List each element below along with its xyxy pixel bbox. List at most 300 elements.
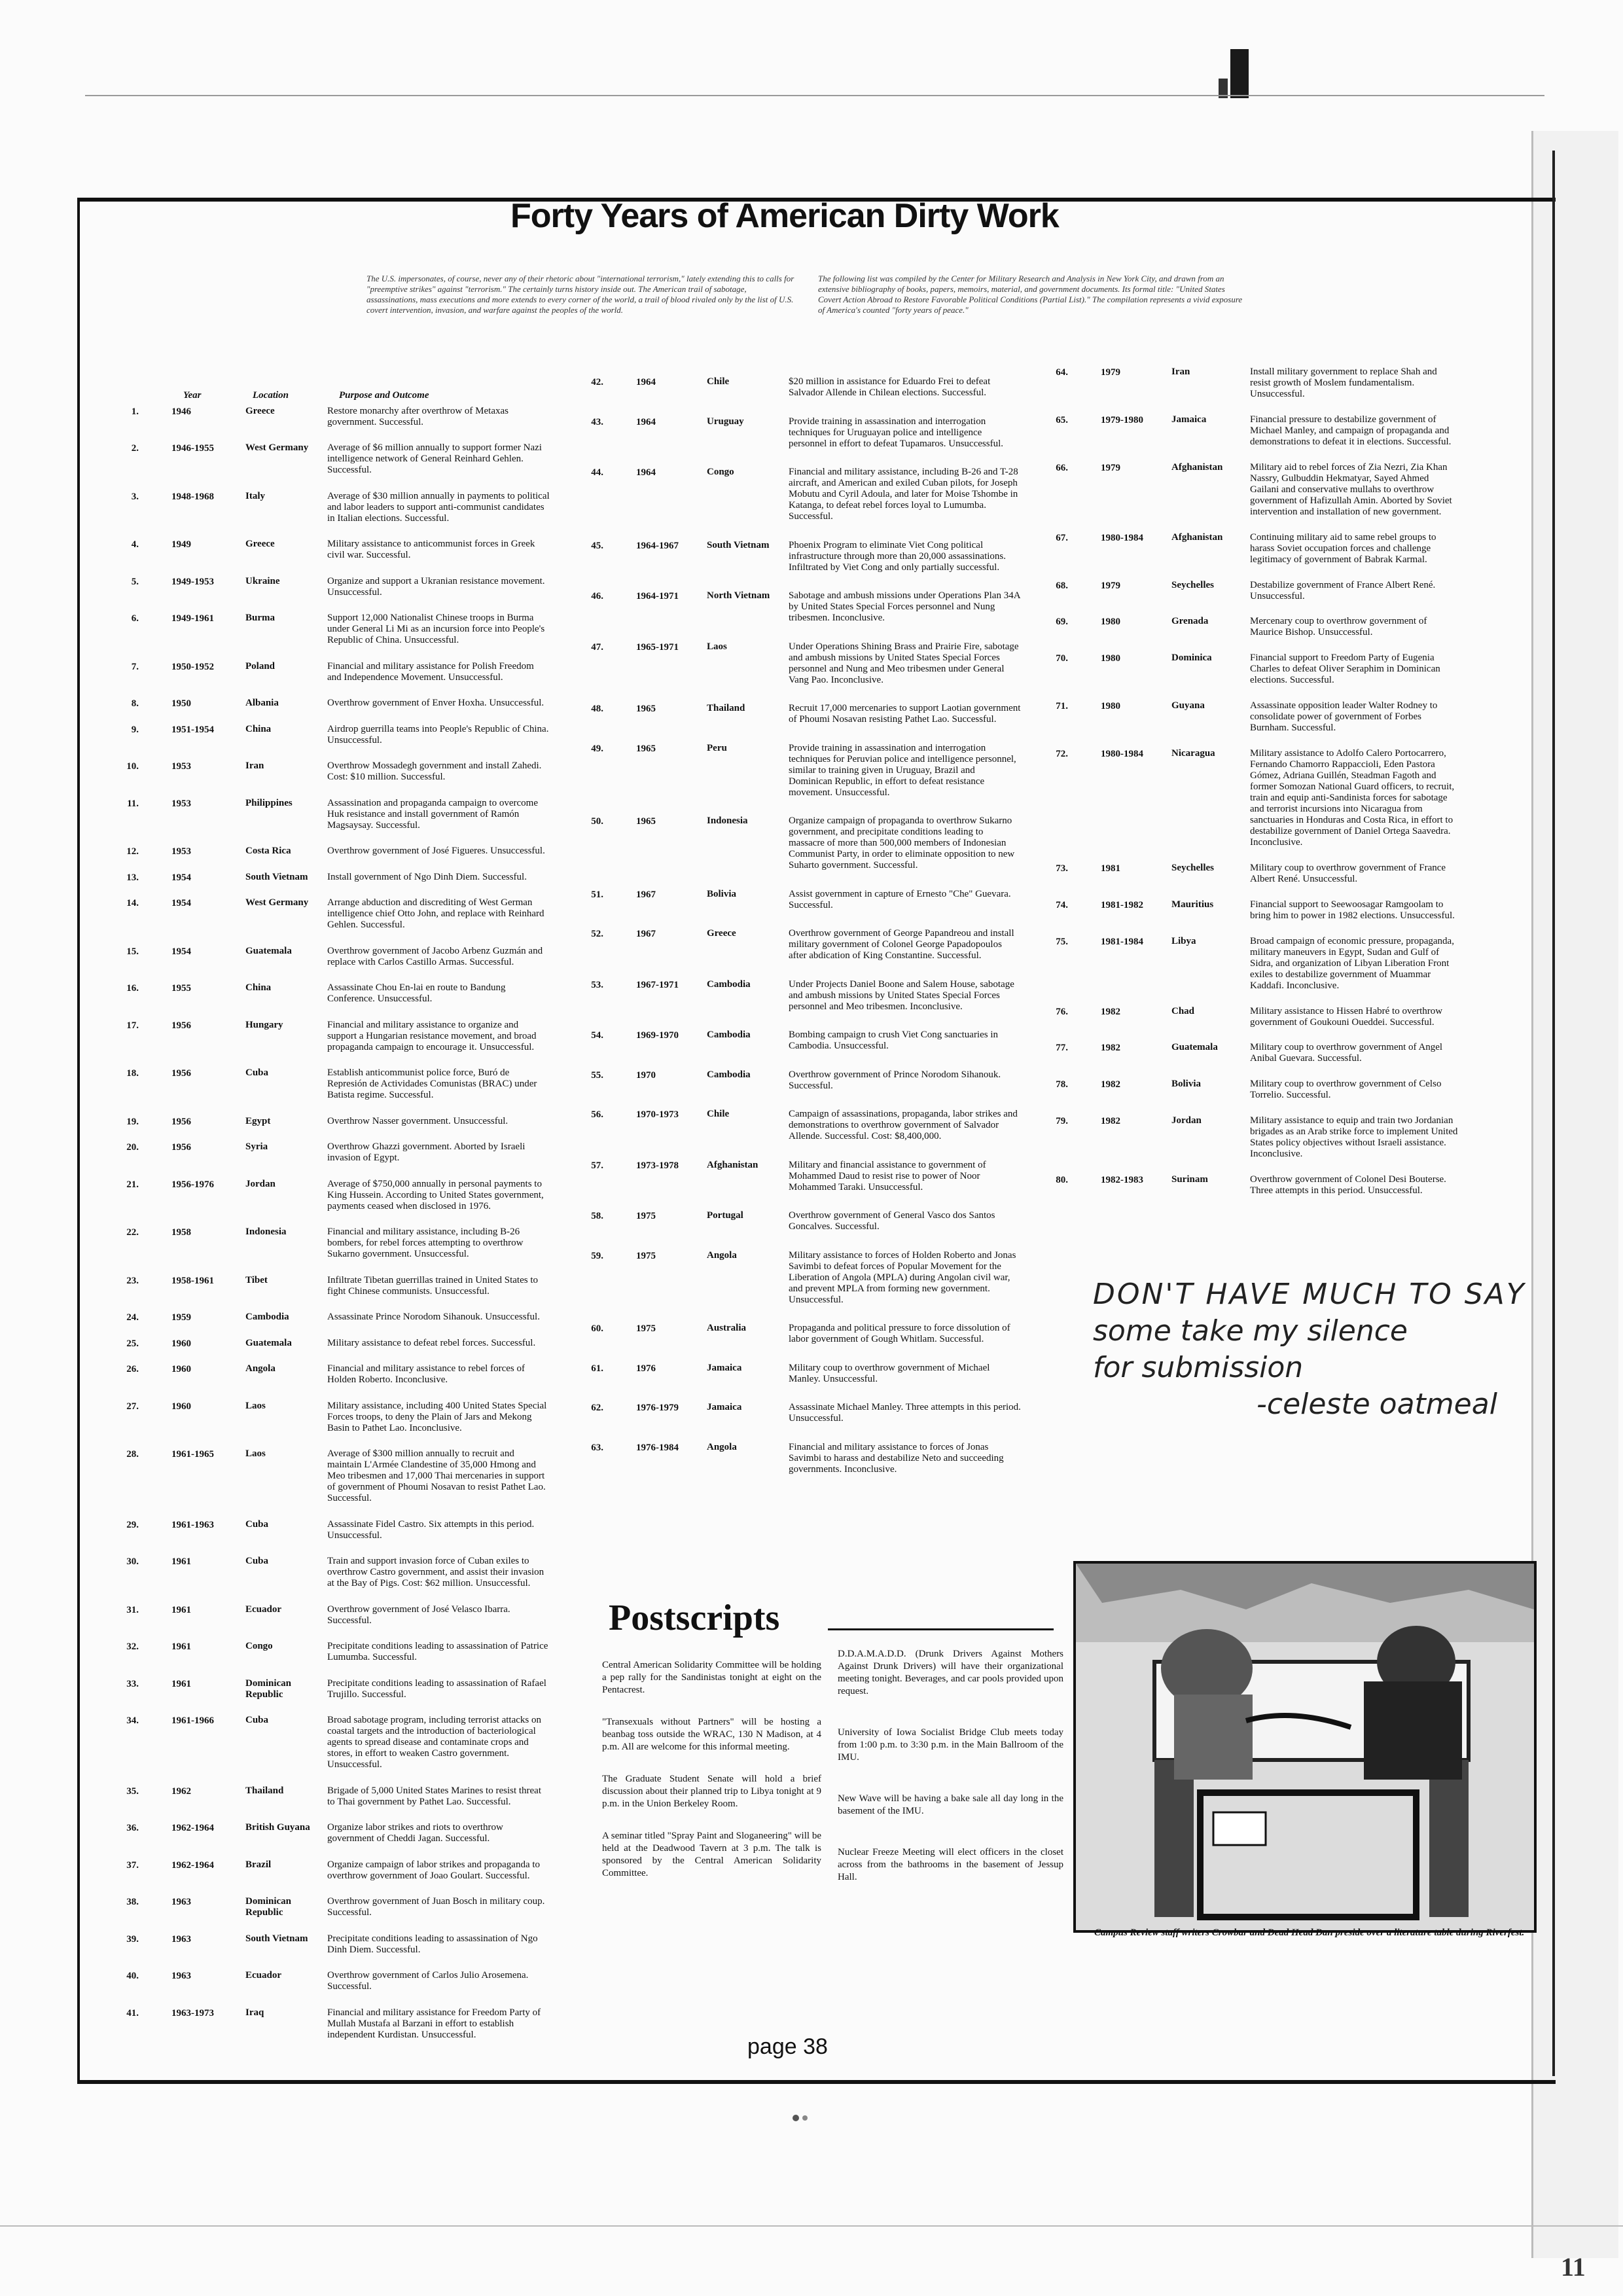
entry-year: 1951-1954 [171, 724, 214, 735]
entry-location: Ecuador [245, 1970, 282, 1981]
entry-location: Cuba [245, 1715, 269, 1726]
entry-description: Infiltrate Tibetan guerrillas trained in United States to fight Chinese communists. Unsuccessful. [327, 1274, 539, 1297]
postscript-item: Nuclear Freeze Meeting will elect officers in the closet across from the bathrooms in the basement of Jessup Hall. [838, 1847, 1063, 1882]
table-row [576, 1363, 1021, 1385]
table-row [1041, 1174, 1459, 1196]
entry-year: 1960 [171, 1364, 191, 1375]
photo-image [1076, 1564, 1534, 1930]
entry-description: Financial pressure to destabilize government of Michael Manley, and campaign of propaganda and demonstrations to defeat it in elections. Successful. [1250, 414, 1452, 447]
entry-number: 68. [1056, 580, 1068, 591]
table-row [576, 416, 1021, 450]
entry-description: Overthrow government of George Papandreou and install military government of Colonel George Papadopoulos after abdication of King Constantine. Successful. [789, 928, 1014, 961]
entry-number: 20. [126, 1142, 139, 1153]
entry-description: Broad campaign of economic pressure, propaganda, military maneuvers in Egypt, Sudan and Gulf of Sidra, and organization of Libyan Liberation Front exiles to destabilize government of Muammar Kaddafi. Inconclusive. [1250, 935, 1454, 991]
entry-description: Military assistance, including 400 United States Special Forces troops, to deny the Plain of Jars and Mekong Basin to Pathet Lao. Inconclusive. [327, 1400, 547, 1433]
entry-number: 55. [591, 1069, 603, 1081]
entry-location: West Germany [245, 897, 309, 908]
entry-number: 39. [126, 1933, 139, 1945]
entry-location: Bolivia [1171, 1079, 1202, 1090]
entry-description: Financial support to Freedom Party of Eugenia Charles to defeat Oliver Seraphim in Dominican elections. Successful. [1250, 653, 1440, 686]
table-row [576, 376, 1021, 399]
table-row [111, 1141, 550, 1164]
entry-description: Precipitate conditions leading to assassination of Rafael Trujillo. Successful. [327, 1677, 546, 1700]
table-row [111, 1338, 550, 1349]
entry-year: 1958-1961 [171, 1275, 214, 1286]
entry-description: Overthrow government of Prince Norodom Sihanouk. Successful. [789, 1069, 1001, 1091]
divider [828, 1628, 1054, 1630]
entry-year: 1956-1976 [171, 1179, 214, 1190]
entry-number: 19. [126, 1116, 139, 1127]
table-row [111, 539, 550, 561]
entry-location: China [245, 982, 272, 994]
entry-location: Poland [245, 660, 276, 672]
entry-location: Cambodia [707, 1030, 751, 1040]
entry-location: Congo [707, 467, 734, 477]
table-row [576, 1402, 1021, 1424]
table-row [111, 1363, 550, 1386]
entry-location: Guatemala [245, 945, 292, 956]
entry-location: Italy [245, 490, 265, 501]
entry-number: 18. [126, 1068, 139, 1079]
entry-year: 1956 [171, 1142, 191, 1153]
table-row [576, 816, 1021, 871]
table-row [576, 1442, 1021, 1475]
entry-description: Overthrow government of José Figueres. Unsuccessful. [327, 846, 545, 857]
table-row [111, 1116, 550, 1127]
entry-number: 28. [126, 1449, 139, 1460]
entry-number: 66. [1056, 462, 1068, 473]
entry-year: 1963 [171, 1933, 191, 1945]
entry-description: Organize campaign of labor strikes and propaganda to overthrow government of Joao Goulart. Successful. [327, 1859, 541, 1881]
entry-description: Assassinate Michael Manley. Three attempts in this period. Unsuccessful. [789, 1402, 1021, 1424]
table-row [111, 1067, 550, 1101]
entry-year: 1960 [171, 1401, 191, 1412]
entry-number: 32. [126, 1641, 139, 1653]
divider [85, 95, 1544, 96]
entry-year: 1967-1971 [636, 979, 679, 990]
entry-location: Seychelles [1171, 579, 1214, 590]
table-row [111, 1448, 550, 1504]
table-row [111, 1312, 550, 1323]
entry-number: 45. [591, 540, 603, 551]
entry-year: 1982 [1101, 1043, 1120, 1054]
column-header-location: Location [253, 390, 289, 401]
entry-year: 1973-1978 [636, 1160, 679, 1171]
entry-number: 13. [126, 872, 139, 883]
table-row [111, 661, 550, 683]
entry-number: 61. [591, 1363, 603, 1374]
entry-description: Mercenary coup to overthrow government of Maurice Bishop. Unsuccessful. [1250, 616, 1427, 638]
entry-year: 1970 [636, 1069, 656, 1081]
entry-description: Overthrow government of Enver Hoxha. Unsuccessful. [327, 698, 544, 709]
entry-location: Jordan [1171, 1115, 1202, 1126]
entry-number: 54. [591, 1030, 603, 1041]
entry-year: 1976-1984 [636, 1442, 679, 1453]
table-row [111, 1859, 550, 1882]
table-row [576, 467, 1021, 522]
entry-location: Cambodia [707, 1069, 751, 1080]
entry-year: 1964 [636, 416, 656, 427]
entry-description: Average of $300 million annually to recruit and maintain L'Armée Clandestine of 35,000 Hmong and Meo tribesmen and 17,000 Thai mercenaries in support of government of Phoumi Nosavan to resist Pathet Lao. Successful. [327, 1448, 546, 1504]
entry-description: Provide training in assassination and interrogation techniques for Peruvian police and intelligence personnel, similar to training given in Uruguay, Brazil and Dominican Republic, in effort to defeat resistance movement. Unsuccessful. [789, 742, 1016, 798]
entry-number: 47. [591, 641, 603, 653]
table-row [576, 928, 1021, 961]
entry-description: Organize campaign of propaganda to overthrow Sukarno government, and precipitate conditions leading to massacre of more than 500,000 members of Indonesian Communist Party, in order to eliminate opposition to new Suharto government. Successful. [789, 816, 1015, 870]
entry-location: Afghanistan [1171, 461, 1223, 473]
entry-location: Indonesia [245, 1227, 287, 1238]
entry-location: West Germany [245, 442, 309, 454]
entry-year: 1965-1971 [636, 641, 679, 653]
table-row [576, 1160, 1021, 1193]
entry-location: Jamaica [707, 1402, 742, 1412]
entry-description: Assist government in capture of Ernesto "Che" Guevara. Successful. [789, 888, 1011, 910]
divider [1552, 151, 1555, 2076]
entry-year: 1953 [171, 761, 191, 772]
table-row [111, 1970, 550, 1992]
table-row [111, 1227, 550, 1260]
column-header-purpose: Purpose and Outcome [339, 390, 429, 401]
entry-description: Military assistance to Adolfo Calero Portocarrero, Fernando Chamorro Rappaccioli, Eden Pastora Gómez, Adriana Guillén, Steadman Fagoth and former Somozan National Guard officers, to recruit, train and equip anti-Sandinista forces for sabotage and terrorist incursions into Nicaragua from sanctuaries in Honduras and Costa Rica, in effort to destabilize government of Daniel Ortega Saavedra. Inconclusive. [1250, 748, 1455, 848]
entry-year: 1953 [171, 798, 191, 809]
entry-description: Install military government to replace Shah and resist growth of Moslem fundamentalism. Unsuccessful. [1250, 367, 1437, 399]
table-row [111, 1275, 550, 1297]
entry-description: Assassinate Prince Norodom Sihanouk. Unsuccessful. [327, 1312, 540, 1323]
entry-location: Angola [707, 1441, 737, 1452]
entry-description: Overthrow Mossadegh government and install Zahedi. Cost: $10 million. Successful. [327, 761, 542, 783]
handwriting-line: some take my silence [1093, 1314, 1408, 1348]
entry-number: 65. [1056, 414, 1068, 425]
entry-location: Afghanistan [1171, 531, 1223, 543]
entry-number: 35. [126, 1785, 139, 1797]
entry-location: Chad [1171, 1005, 1195, 1016]
entry-year: 1962 [171, 1785, 191, 1797]
entry-description: Under Projects Daniel Boone and Salem House, sabotage and ambush missions by United States Special Forces personnel and Meo tribesmen. Inconclusive. [789, 978, 1014, 1012]
entry-year: 1963 [171, 1897, 191, 1908]
entry-number: 69. [1056, 617, 1068, 628]
entry-year: 1961-1965 [171, 1449, 214, 1460]
table-row [111, 442, 550, 476]
entry-location: South Vietnam [245, 871, 308, 882]
entry-year: 1963 [171, 1971, 191, 1982]
table-row [1041, 700, 1459, 734]
entry-description: Overthrow government of Colonel Desi Bouterse. Three attempts in this period. Unsuccessful. [1250, 1174, 1446, 1196]
entry-location: Guatemala [245, 1337, 292, 1348]
entry-year: 1965 [636, 816, 656, 827]
entry-number: 36. [126, 1823, 139, 1834]
entry-location: Albania [245, 698, 279, 709]
entry-year: 1981 [1101, 863, 1120, 874]
entry-description: Military coup to overthrow government of France Albert René. Unsuccessful. [1250, 862, 1446, 884]
table-row [1041, 1042, 1459, 1064]
entry-year: 1979 [1101, 580, 1120, 591]
entry-description: Average of $750,000 annually in personal payments to King Hussein. According to United States government, payments ceased when disclosed in 1976. [327, 1178, 544, 1211]
entry-description: Provide training in assassination and interrogation techniques for Uruguayan police and intelligence personnel in effort to defeat Tupamaros. Unsuccessful. [789, 416, 1003, 449]
entry-year: 1960 [171, 1338, 191, 1349]
entry-number: 3. [131, 491, 139, 502]
entry-year: 1970-1973 [636, 1109, 679, 1120]
entry-year: 1954 [171, 872, 191, 883]
table-row [111, 1604, 550, 1626]
entry-description: Overthrow government of Jacobo Arbenz Guzmán and replace with Carlos Castillo Armas. Successful. [327, 945, 543, 967]
entry-location: Hungary [245, 1019, 283, 1030]
entry-number: 42. [591, 377, 603, 387]
entry-number: 63. [591, 1442, 603, 1453]
handwriting-line: DON'T HAVE MUCH TO SAY [1093, 1278, 1526, 1311]
entry-number: 71. [1056, 701, 1068, 712]
entry-description: Assassinate Fidel Castro. Six attempts in this period. Unsuccessful. [327, 1518, 535, 1541]
entry-location: Greece [707, 928, 736, 939]
entry-number: 53. [591, 979, 603, 990]
entry-description: Overthrow government of José Velasco Ibarra. Successful. [327, 1604, 510, 1626]
entry-year: 1949 [171, 539, 191, 550]
entry-number: 38. [126, 1897, 139, 1908]
page-number: page 38 [747, 2034, 828, 2059]
entry-number: 57. [591, 1160, 603, 1171]
entry-year: 1963-1973 [171, 2007, 214, 2018]
entry-number: 1. [131, 406, 139, 417]
entry-description: Assassinate Chou En-lai en route to Bandung Conference. Unsuccessful. [327, 982, 506, 1005]
entry-description: Military assistance to forces of Holden Roberto and Jonas Savimbi to defeat forces of Popular Movement for the Liberation of Angola (MPLA) during Angolan civil war, and prevent MPLA from forming new government. Unsuccessful. [789, 1249, 1016, 1305]
entry-year: 1949-1961 [171, 613, 214, 624]
entry-location: Australia [707, 1323, 746, 1333]
handwriting-signature: -celeste oatmeal [1257, 1388, 1497, 1421]
entry-number: 37. [126, 1859, 139, 1871]
entry-number: 27. [126, 1401, 139, 1412]
table-row [111, 613, 550, 646]
entry-year: 1949-1953 [171, 576, 214, 587]
entry-location: Bolivia [707, 888, 737, 899]
entry-year: 1962-1964 [171, 1823, 214, 1834]
entry-location: Peru [707, 742, 727, 753]
entry-location: Laos [707, 641, 727, 652]
entry-year: 1969-1970 [636, 1030, 679, 1041]
entry-location: Portugal [707, 1210, 743, 1221]
entry-number: 15. [126, 946, 139, 957]
entry-description: Financial support to Seewoosagar Ramgoolam to bring him to power in 1982 elections. Unsuccessful. [1250, 899, 1455, 921]
entry-description: Support 12,000 Nationalist Chinese troops in Burma under General Li Mi as an incursion force into People's Republic of China. Unsuccessful. [327, 613, 545, 646]
table-row [111, 1822, 550, 1844]
entry-year: 1962-1964 [171, 1859, 214, 1871]
intro-right: The following list was compiled by the Center for Military Research and Analysis in New York City, and drawn from an extensive bibliography of books, papers, memoirs, material, and government documents. Its formal title: "United States Covert Action Abroad to Restore Favorable Political Conditions (Partial List)." The compilation represents a vivid exposure of America's counted "forty years of peace." [818, 274, 1243, 315]
table-row [111, 1715, 550, 1770]
entry-description: $20 million in assistance for Eduardo Frei to defeat Salvador Allende in Chilean elections. Successful. [789, 376, 991, 398]
entry-number: 59. [591, 1250, 603, 1261]
table-row [111, 1933, 550, 1956]
entry-description: Average of $30 million annually in payments to political and labor leaders to support anti-communist candidates in Italian elections. Successful. [327, 490, 550, 524]
entry-description: Overthrow government of General Vasco dos Santos Goncalves. Successful. [789, 1210, 995, 1232]
table-row [111, 2007, 550, 2041]
entry-number: 14. [126, 898, 139, 909]
entry-location: Cambodia [245, 1312, 289, 1323]
entry-number: 64. [1056, 367, 1068, 378]
entry-number: 78. [1056, 1079, 1068, 1090]
entry-year: 1982 [1101, 1079, 1120, 1090]
entry-year: 1964 [636, 377, 656, 387]
entry-location: Grenada [1171, 616, 1209, 627]
entry-description: Military coup to overthrow government of Celso Torrelio. Successful. [1250, 1079, 1442, 1101]
entry-location: Jordan [245, 1178, 276, 1189]
entry-description: Average of $6 million annually to support former Nazi intelligence network of General Reinhard Gehlen. Successful. [327, 442, 542, 476]
entry-number: 46. [591, 591, 603, 601]
entry-description: Military aid to rebel forces of Zia Nezri, Zia Khan Nassry, Gulbuddin Hekmatyar, Sayed Ahmed Gailani and conservative mullahs to overthrow government of Hafizullah Amin. Aborted by Soviet intervention and installation of new government. [1250, 461, 1452, 517]
entry-description: Establish anticommunist police force, Buró de Represión de Actividades Comunistas (BRAC) under Batista regime. Successful. [327, 1067, 537, 1101]
entry-location: Uruguay [707, 416, 744, 427]
entry-year: 1961 [171, 1556, 191, 1568]
entry-description: Military assistance to anticommunist forces in Greek civil war. Successful. [327, 539, 535, 561]
entry-number: 31. [126, 1604, 139, 1615]
table-row [576, 540, 1021, 573]
table-row [111, 1556, 550, 1589]
entry-description: Continuing military aid to same rebel groups to harass Soviet occupation forces and challenge legitimacy of government of Babrak Karmal. [1250, 531, 1436, 565]
table-row [111, 982, 550, 1005]
entry-year: 1948-1968 [171, 491, 214, 502]
postscript-item: Central American Solidarity Committee will be holding a pep rally for the Sandinistas tonight at eight on the Pentacrest. [602, 1660, 821, 1695]
table-row [1041, 863, 1459, 885]
entry-location: Thailand [245, 1785, 284, 1796]
table-row [111, 872, 550, 883]
entry-number: 44. [591, 467, 603, 478]
entry-number: 9. [131, 724, 139, 735]
entry-year: 1965 [636, 743, 656, 754]
entry-description: Financial and military assistance, including B-26 and T-28 aircraft, and American and exiled Cuban pilots, for Joseph Mobutu and Cyril Adoula, and later for Moise Tshombe in Katanga, to defeat rebel forces loyal to Lumumba. Successful. [789, 467, 1018, 522]
entry-number: 40. [126, 1971, 139, 1982]
entry-number: 16. [126, 983, 139, 994]
entry-description: Recruit 17,000 mercenaries to support Laotian government of Phoumi Nosavan resisting Pathet Lao. Successful. [789, 703, 1021, 725]
postscript-item: A seminar titled "Spray Paint and Sloganeering" will be held at the Deadwood Tavern at 3 p.m. The talk is sponsored by the Central American Solidarity Committee. [602, 1831, 821, 1878]
table-row [576, 1210, 1021, 1232]
entry-location: Egypt [245, 1115, 271, 1126]
entry-number: 56. [591, 1109, 603, 1120]
entry-year: 1980-1984 [1101, 749, 1143, 760]
entry-number: 43. [591, 416, 603, 427]
entry-number: 74. [1056, 899, 1068, 910]
entry-number: 29. [126, 1519, 139, 1530]
postscripts-title: Postscripts [609, 1598, 780, 1638]
table-row [111, 1678, 550, 1700]
entry-location: Chile [707, 1109, 730, 1119]
entry-year: 1946 [171, 406, 191, 417]
entry-description: Organize and support a Ukranian resistance movement. Unsuccessful. [327, 575, 545, 598]
entry-description: Overthrow Ghazzi government. Aborted by Israeli invasion of Egypt. [327, 1141, 526, 1164]
table-row [576, 1030, 1021, 1052]
entry-year: 1961 [171, 1678, 191, 1689]
entry-number: 2. [131, 443, 139, 454]
table-row [111, 491, 550, 524]
entry-description: Propaganda and political pressure to force dissolution of labor government of Gough Whitlam. Successful. [789, 1323, 1010, 1344]
entry-year: 1956 [171, 1116, 191, 1127]
entry-year: 1980-1984 [1101, 532, 1143, 543]
entry-description: Sabotage and ambush missions under Operations Plan 34A by United States Special Forces personnel and Nung tribesmen. Inconclusive. [789, 590, 1020, 623]
entry-year: 1979 [1101, 367, 1120, 378]
entry-year: 1982-1983 [1101, 1175, 1143, 1186]
entry-location: Ecuador [245, 1604, 282, 1615]
entry-description: Military assistance to defeat rebel forces. Successful. [327, 1337, 536, 1348]
entry-number: 24. [126, 1312, 139, 1323]
entry-number: 72. [1056, 749, 1068, 760]
entry-location: Iran [1171, 367, 1190, 377]
entry-number: 58. [591, 1211, 603, 1221]
entry-location: Greece [245, 539, 275, 550]
handwritten-note [1093, 1276, 1526, 1423]
entry-year: 1961-1966 [171, 1715, 214, 1727]
entry-year: 1980 [1101, 701, 1120, 712]
entry-location: North Vietnam [707, 590, 770, 601]
entry-description: Arrange abduction and discrediting of West German intelligence chief Otto John, and replace with Reinhard Gehlen. Successful. [327, 897, 544, 931]
entry-number: 30. [126, 1556, 139, 1568]
entry-number: 51. [591, 889, 603, 900]
entry-year: 1959 [171, 1312, 191, 1323]
entry-year: 1950-1952 [171, 661, 214, 672]
entry-number: 10. [126, 761, 139, 772]
table-row [1041, 462, 1459, 518]
postscript-item: "Transexuals without Partners" will be hosting a beanbag toss outside the WRAC, 130 N Madison, at 4 p.m. All are welcome for this informal meeting. [602, 1717, 821, 1752]
photo-caption: Campus Review staff writers Crowbar and Dead Head Dan preside over a literature table during Riverfest. [1094, 1928, 1525, 1938]
entry-description: Broad sabotage program, including terrorist attacks on coastal targets and the introduction of bacteriological agents to spread disease and contaminate crops and stores, in effort to weaken Castro government. Unsuccessful. [327, 1715, 541, 1770]
entry-location: China [245, 723, 272, 734]
table-row [111, 406, 550, 428]
entry-description: Campaign of assassinations, propaganda, labor strikes and demonstrations to overthrow government of Salvador Allende. Successful. Cost: $8,400,000. [789, 1109, 1018, 1141]
entry-description: Assassinate opposition leader Walter Rodney to consolidate power of government of Forbes Burnham. Successful. [1250, 700, 1438, 734]
table-row [111, 1641, 550, 1663]
entry-description: Overthrow Nasser government. Unsuccessful. [327, 1115, 508, 1126]
entry-description: Military coup to overthrow government of Michael Manley. Unsuccessful. [789, 1362, 990, 1384]
entry-description: Under Operations Shining Brass and Prairie Fire, sabotage and ambush missions by United States Special Forces personnel and Nung and Meo tribesmen under General Vang Pao. Inconclusive. [789, 641, 1019, 685]
entry-number: 22. [126, 1227, 139, 1238]
article-title: Forty Years of American Dirty Work [510, 197, 1059, 235]
entry-location: Cuba [245, 1518, 269, 1530]
divider [0, 2225, 1623, 2227]
entry-description: Precipitate conditions leading to assassination of Ngo Dinh Diem. Successful. [327, 1933, 538, 1955]
entry-location: Cuba [245, 1067, 269, 1079]
entry-year: 1953 [171, 846, 191, 857]
table-row [1041, 367, 1459, 400]
entry-description: Financial and military assistance to organize and support a Hungarian resistance movement, and broad propaganda campaign to encourage it. Unsuccessful. [327, 1019, 537, 1052]
scan-artifact [792, 2114, 812, 2122]
entry-location: Mauritius [1171, 899, 1214, 910]
entry-location: Guatemala [1171, 1042, 1218, 1053]
entry-location: Laos [245, 1448, 266, 1460]
entry-description: Military assistance to Hissen Habré to overthrow government of Goukouni Oueddei. Successful. [1250, 1005, 1443, 1028]
entry-description: Phoenix Program to eliminate Viet Cong political infrastructure through more than 20,000 assassinations. Infiltrated by Viet Cong and only partially successful. [789, 539, 1007, 573]
entry-location: Nicaragua [1171, 748, 1215, 759]
entry-year: 1961 [171, 1641, 191, 1653]
table-row [111, 1020, 550, 1053]
entry-location: British Guyana [245, 1822, 310, 1833]
scan-artifact [1230, 49, 1249, 98]
entry-year: 1965 [636, 704, 656, 714]
table-row [111, 1519, 550, 1541]
table-row [111, 897, 550, 931]
entry-year: 1950 [171, 698, 191, 709]
entry-location: Indonesia [707, 816, 748, 826]
table-row [576, 979, 1021, 1013]
entry-number: 12. [126, 846, 139, 857]
entry-year: 1956 [171, 1068, 191, 1079]
table-row [111, 1896, 550, 1918]
entry-description: Brigade of 5,000 United States Marines to resist threat to Thai government by Pathet Lao. Successful. [327, 1785, 542, 1807]
entry-location: Syria [245, 1141, 268, 1153]
entry-year: 1967 [636, 929, 656, 939]
entry-location: Costa Rica [245, 846, 291, 857]
entry-number: 70. [1056, 653, 1068, 664]
entry-location: Cuba [245, 1556, 269, 1567]
entry-number: 4. [131, 539, 139, 550]
table-row [576, 889, 1021, 911]
entry-number: 79. [1056, 1116, 1068, 1127]
entry-number: 6. [131, 613, 139, 624]
entry-location: Dominican Republic [245, 1677, 292, 1700]
entry-location: Tibet [245, 1274, 268, 1285]
